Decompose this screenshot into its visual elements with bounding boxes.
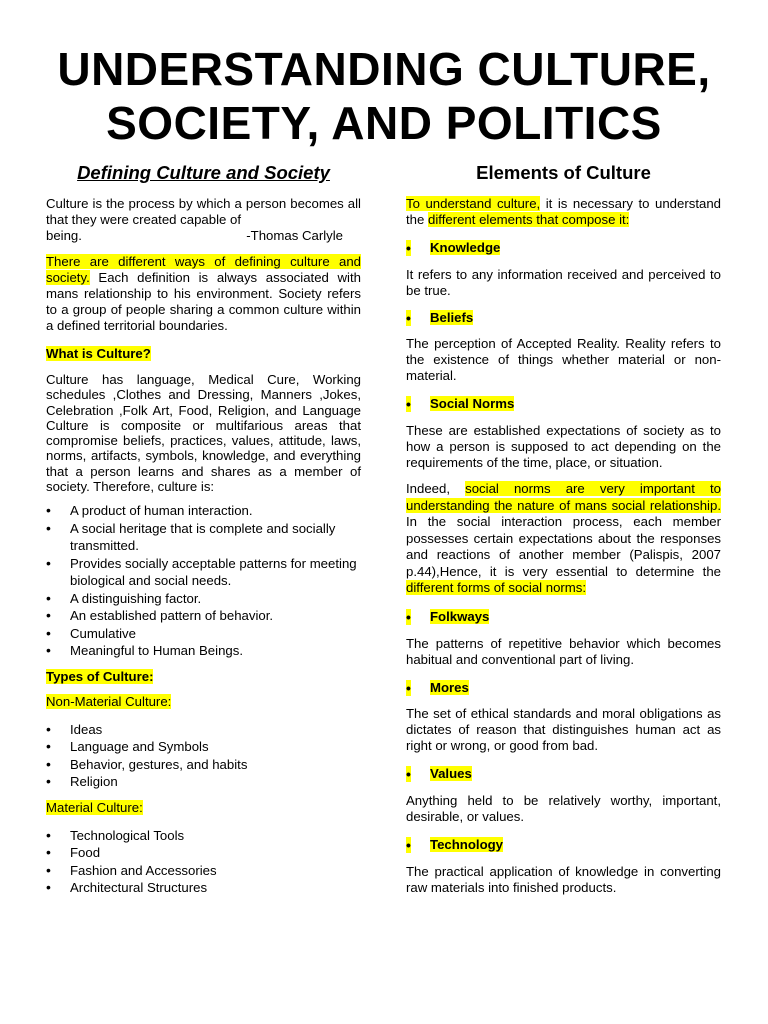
section-heading-defining: Defining Culture and Society — [77, 162, 330, 183]
what-is-culture-heading: What is Culture? — [46, 346, 151, 361]
list-item: • A distinguishing factor. — [46, 590, 361, 608]
definition-rest: Each definition is always associated with mans relationship to his environment. Society refers to a group of people sharing a common culture within a defined territorial boundaries. — [46, 270, 361, 333]
list-item: • Provides socially acceptable patterns for meeting biological and social needs. — [46, 555, 361, 590]
title-line-1: UNDERSTANDING CULTURE, — [57, 43, 711, 95]
element-heading-mores: • Mores — [406, 679, 469, 696]
section-heading-elements: Elements of Culture — [476, 162, 651, 183]
list-item: • Religion — [46, 773, 361, 791]
element-heading-technology: • Technology — [406, 836, 504, 853]
title-line-2: SOCIETY, AND POLITICS — [106, 97, 662, 149]
quote-body: Culture is the process by which a person becomes all that they were created capable of — [46, 196, 361, 227]
element-heading-values: • Values — [406, 765, 472, 782]
bullet-icon: • — [406, 240, 411, 256]
bullet-icon: • — [406, 836, 411, 853]
list-item: • A social heritage that is complete and socially transmitted. — [46, 520, 361, 555]
mores-text: The set of ethical standards and moral obligations as dictates of reason that distinguishes human act as right or wrong, or good from bad. — [406, 705, 721, 753]
bullet-icon: • — [406, 608, 411, 625]
non-material-list — [46, 721, 361, 791]
values-text: Anything held to be relatively worthy, important, desirable, or values. — [406, 792, 721, 824]
folkways-text: The patterns of repetitive behavior which becomes habitual and conventional part of living. — [406, 635, 721, 667]
document-title — [0, 42, 768, 150]
left-column — [46, 160, 361, 897]
bullet-icon: • — [406, 396, 411, 412]
bullet-icon: • — [406, 679, 411, 696]
quote-text — [46, 196, 361, 228]
what-is-culture-paragraph: Culture has language, Medical Cure, Working schedules ,Clothes and Dressing, Manners ,Jokes, Celebration ,Folk Art, Food, Religion, and Language Culture is composite or multifarious areas that compromise beliefs, practices, values, attitude, laws, norms, artifacts, symbols, knowledge, and everything that a person learns and shares as a member of society. Therefore, culture is: — [46, 372, 361, 495]
material-list — [46, 827, 361, 897]
bullet-icon: • — [406, 310, 411, 326]
indeed-paragraph: Indeed, social norms are very important to understanding the nature of mans social relationship. In the social interaction process, each member possesses certain expectations about the responses and reactions of another member (Palispis, 2007 p.44),Hence, it is very essential to determine the different forms of social norms: — [406, 481, 721, 595]
definition-paragraph — [46, 254, 361, 334]
list-item: • Fashion and Accessories — [46, 862, 361, 880]
social-norms-text: These are established expectations of society as to how a person is supposed to act depending on the requirements of the time, place, or situation. — [406, 423, 721, 470]
element-heading-knowledge: • Knowledge — [406, 240, 501, 256]
element-heading-social-norms: • Social Norms — [406, 396, 515, 412]
elements-intro: To understand culture, it is necessary to understand the different elements that compose it: — [406, 196, 721, 227]
list-item: • Technological Tools — [46, 827, 361, 845]
quote-author: -Thomas Carlyle — [246, 228, 343, 243]
bullet-icon: • — [406, 765, 411, 782]
list-item: • Ideas — [46, 721, 361, 739]
list-item: • Meaningful to Human Beings. — [46, 642, 361, 660]
quote-last-word: being. — [46, 228, 82, 243]
technology-text: The practical application of knowledge in converting raw materials into finished products. — [406, 863, 721, 895]
quote-attribution-line — [46, 228, 343, 244]
knowledge-text: It refers to any information received and perceived to be true. — [406, 267, 721, 298]
list-item: • Architectural Structures — [46, 879, 361, 897]
material-heading: Material Culture: — [46, 799, 143, 815]
list-item: • A product of human interaction. — [46, 502, 361, 520]
definition-highlight: There are different ways of defining culture and society. — [46, 254, 361, 285]
right-column — [406, 160, 721, 896]
non-material-heading: Non-Material Culture: — [46, 693, 172, 709]
list-item: • Behavior, gestures, and habits — [46, 756, 361, 774]
types-of-culture-heading: Types of Culture: — [46, 668, 154, 684]
list-item: • Food — [46, 844, 361, 862]
element-heading-beliefs: • Beliefs — [406, 310, 474, 326]
beliefs-text: The perception of Accepted Reality. Reality refers to the existence of things whether material or non-material. — [406, 336, 721, 383]
element-heading-folkways: • Folkways — [406, 608, 490, 625]
list-item: • Language and Symbols — [46, 738, 361, 756]
culture-is-list — [46, 502, 361, 660]
list-item: • An established pattern of behavior. — [46, 607, 361, 625]
list-item: • Cumulative — [46, 625, 361, 643]
